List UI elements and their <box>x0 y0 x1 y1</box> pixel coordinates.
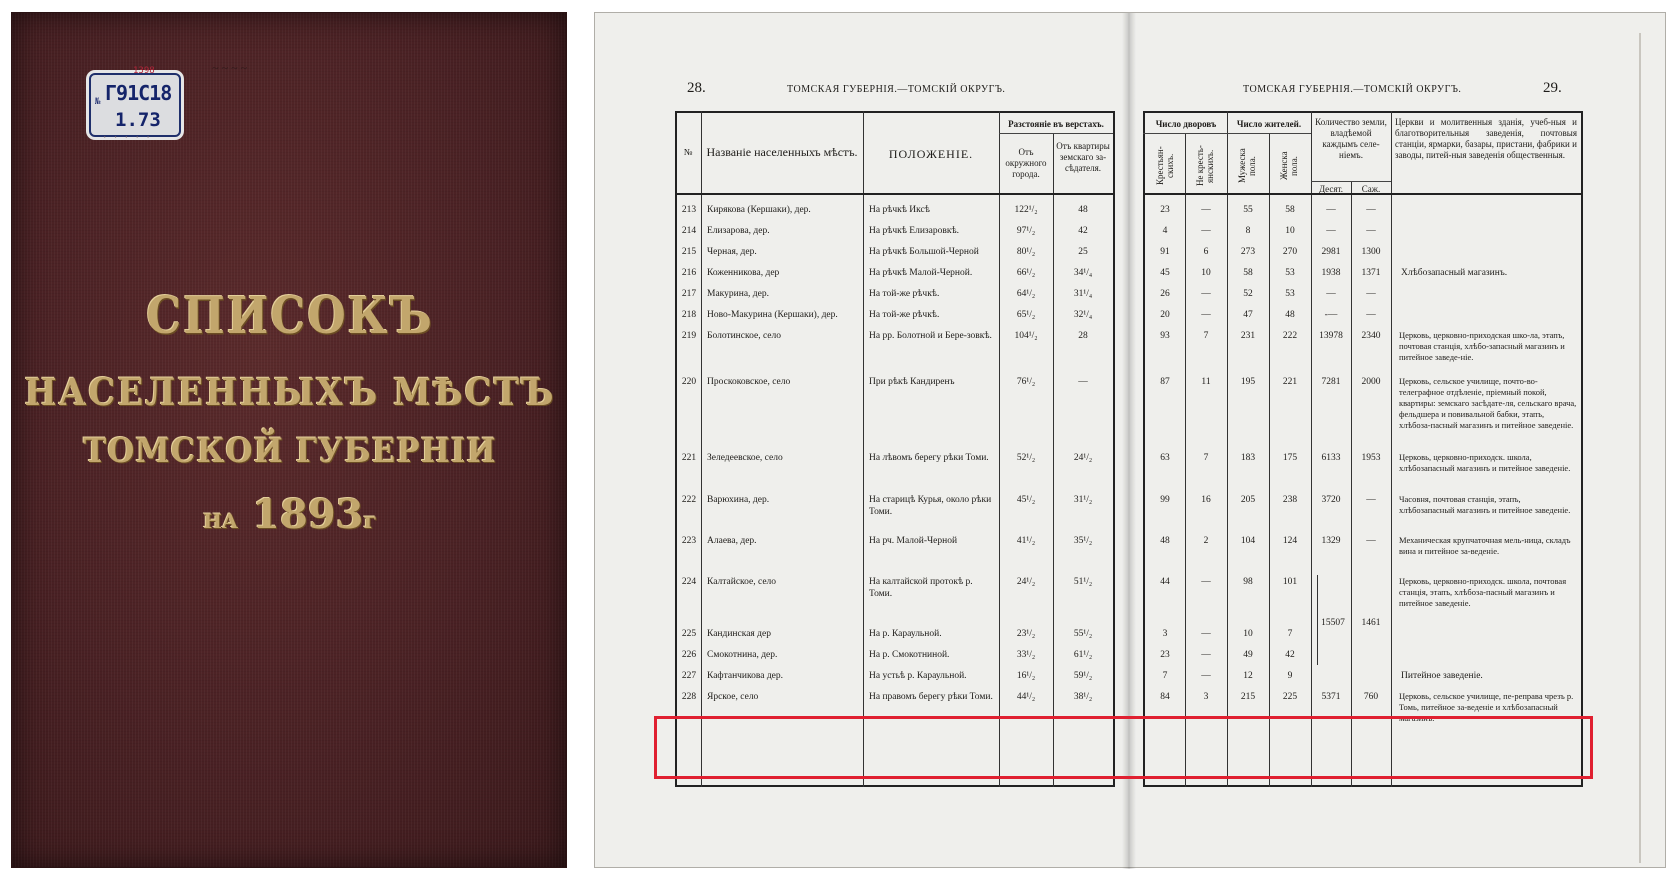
land-sazhens: — <box>1366 205 1376 215</box>
distance-city: 76¹/₂ <box>1016 377 1036 387</box>
rule <box>1311 181 1391 182</box>
inhabitants-female: 175 <box>1282 453 1298 463</box>
right-running-head: ТОМСКАЯ ГУБЕРНІЯ.—ТОМСКІЙ ОКРУГЪ. <box>1243 84 1462 95</box>
households-nonpeasant: 7 <box>1203 453 1209 463</box>
distance-zemstvo: 38¹/₂ <box>1073 692 1093 702</box>
land-sazhens: — <box>1366 226 1376 236</box>
header-land-desyatins: Десят. <box>1318 184 1344 194</box>
header-position: ПОЛОЖЕНІЕ. <box>888 147 974 161</box>
settlement-position: На правомъ берегу рѣки Томи. <box>869 692 993 702</box>
shelfmark-code: Г91С18 <box>105 81 172 105</box>
households-nonpeasant: 16 <box>1201 495 1211 505</box>
row-number: 216 <box>681 268 697 278</box>
settlement-name: Калтайское, село <box>707 577 777 587</box>
inhabitants-female: 58 <box>1285 205 1295 215</box>
header-households-peasant: Крестьян-скихъ. <box>1155 146 1175 186</box>
land-desyatins: 2981 <box>1321 247 1341 257</box>
distance-zemstvo: 28 <box>1078 331 1088 341</box>
header-inhabitants-group: Число жителей. <box>1236 119 1302 129</box>
land-desyatins: 1329 <box>1321 536 1341 546</box>
rule <box>1581 111 1583 787</box>
households-peasant: 23 <box>1160 650 1170 660</box>
distance-zemstvo: 31¹/₄ <box>1073 289 1093 299</box>
settlement-position: На устьѣ р. Караульной. <box>869 671 967 681</box>
households-peasant: 3 <box>1162 629 1168 639</box>
institutions-text: Церковь, церковно-приходск. школа, хлѣбозапасный магазинъ и питейное заведеніе. <box>1399 452 1571 473</box>
row-number: 214 <box>681 226 697 236</box>
rule <box>863 111 864 787</box>
inhabitants-male: 47 <box>1243 310 1253 320</box>
households-nonpeasant: — <box>1201 205 1211 215</box>
land-sazhens: — <box>1366 495 1376 505</box>
settlement-name: Алаева, дер. <box>707 536 757 546</box>
inhabitants-male: 8 <box>1245 226 1251 236</box>
inhabitants-female: 101 <box>1282 577 1298 587</box>
households-nonpeasant: 6 <box>1203 247 1209 257</box>
households-peasant: 45 <box>1160 268 1170 278</box>
row-number: 228 <box>681 692 697 702</box>
settlement-position: На рр. Болотной и Бере-зовкѣ. <box>869 331 992 341</box>
row-number: 223 <box>681 536 697 546</box>
land-sazhens: 760 <box>1363 692 1379 702</box>
households-peasant: 26 <box>1160 289 1170 299</box>
rule <box>1391 111 1392 787</box>
distance-zemstvo: 31¹/₂ <box>1073 495 1093 505</box>
households-nonpeasant: — <box>1201 577 1211 587</box>
header-institutions: Церкви и молитвенныя зданія, учеб-ныя и благотворительныя заведенія, почтовыя станціи, ярмарки, базары, пристани, фабрики и заводы, питей-ныя заведенія общественныя. <box>1395 117 1577 160</box>
distance-city: 104¹/₂ <box>1014 331 1038 341</box>
inhabitants-female: 221 <box>1282 377 1298 387</box>
institutions-text: Хлѣбозапасный магазинъ. <box>1401 268 1508 278</box>
distance-zemstvo: 32¹/₄ <box>1073 310 1093 320</box>
inhabitants-female: 270 <box>1282 247 1298 257</box>
right-page-number: 29. <box>1543 80 1562 96</box>
shelfmark-sub-code: 1.73 <box>115 109 161 131</box>
book-gutter <box>1122 13 1136 869</box>
land-desyatins: 13978 <box>1319 331 1343 341</box>
institutions-text: Церковь, церковно-приходск. школа, почтовая станція, этапъ, хлѣбоза-пасный магазинъ и питейное заведеніе. <box>1399 576 1567 608</box>
distance-city: 33¹/₂ <box>1016 650 1036 660</box>
households-peasant: 23 <box>1160 205 1170 215</box>
households-nonpeasant: 2 <box>1203 536 1209 546</box>
land-sazhens: 2340 <box>1361 331 1381 341</box>
distance-zemstvo: 55¹/₂ <box>1073 629 1093 639</box>
distance-city: 97¹/₂ <box>1016 226 1036 236</box>
rule <box>701 111 702 787</box>
inhabitants-female: 222 <box>1282 331 1298 341</box>
distance-zemstvo: 34¹/₄ <box>1073 268 1093 278</box>
households-nonpeasant: — <box>1201 310 1211 320</box>
inhabitants-male: 55 <box>1243 205 1253 215</box>
settlement-position: На той-же рѣчкѣ. <box>869 289 940 299</box>
header-land-group: Количество земли, владѣемой каждымъ селе-ніемъ. <box>1315 117 1387 160</box>
inhabitants-male: 104 <box>1240 536 1256 546</box>
households-nonpeasant: 11 <box>1201 377 1211 387</box>
settlement-position: На р. Смокотниной. <box>869 650 950 660</box>
settlement-name: Кафтанчикова дер. <box>707 671 784 681</box>
distance-zemstvo: 42 <box>1078 226 1088 236</box>
header-distance-city: Отъ окружного города. <box>1005 147 1047 179</box>
settlement-position: На рѣчкѣ Малой-Черной. <box>869 268 973 278</box>
households-nonpeasant: — <box>1201 629 1211 639</box>
settlement-name: Макурина, дер. <box>707 289 769 299</box>
land-desyatins: 3720 <box>1321 495 1341 505</box>
distance-zemstvo: — <box>1078 377 1088 387</box>
distance-city: 44¹/₂ <box>1016 692 1036 702</box>
institutions-text: Церковь, сельское училище, почто-во-телеграфное отдѣленіе, пріемный покой, квартиры: земскаго засѣдате-ля, сельскаго врача, фельдшера и повивальной бабки, этапъ, хлѣбоза-пасный магазинъ и питейное заведеніе. <box>1399 376 1577 430</box>
land-sazhens: — <box>1366 536 1376 546</box>
settlement-name: Болотинское, село <box>707 331 781 341</box>
book-cover <box>11 12 567 868</box>
inhabitants-male: 205 <box>1240 495 1256 505</box>
land-desyatins: — <box>1326 226 1336 236</box>
households-peasant: 99 <box>1160 495 1170 505</box>
inhabitants-female: 124 <box>1282 536 1298 546</box>
inhabitants-female: 238 <box>1282 495 1298 505</box>
settlement-name: Зеледеевское, село <box>707 453 783 463</box>
left-page-number: 28. <box>687 80 706 96</box>
land-sazhens: — <box>1366 310 1376 320</box>
land-desyatins: 15507 <box>1321 618 1345 628</box>
distance-city: 16¹/₂ <box>1016 671 1036 681</box>
settlement-name: Варюхина, дер. <box>707 495 770 505</box>
settlement-name: Черная, дер. <box>707 247 757 257</box>
settlement-position: На р. Караульной. <box>869 629 942 639</box>
rule <box>675 193 1115 195</box>
land-sazhens: 2000 <box>1361 377 1381 387</box>
shelfmark-red-number: 1398 <box>133 66 155 76</box>
header-inhabitants-male: Мужеска пола. <box>1237 148 1257 184</box>
institutions-text: Церковь, церковно-приходская шко-ла, этапъ, почтовая станція, хлѣбо-запасный магазинъ и питейное заведе-ніе. <box>1399 330 1565 362</box>
faded-stamp: · · · · · <box>102 133 151 143</box>
households-peasant: 20 <box>1160 310 1170 320</box>
header-households-nonpeasant: Не кресть-янскихъ. <box>1195 145 1215 187</box>
inhabitants-male: 195 <box>1240 377 1256 387</box>
header-distance-group: Разстояніе въ верстахъ. <box>1008 119 1104 129</box>
land-desyatins: -— <box>1324 310 1338 320</box>
header-number: № <box>683 147 693 157</box>
inhabitants-female: 48 <box>1285 310 1295 320</box>
settlement-name: Елизарова, дер. <box>707 226 770 236</box>
inhabitants-female: 53 <box>1285 289 1295 299</box>
households-nonpeasant: — <box>1201 671 1211 681</box>
settlement-position: При рѣкѣ Кандиренъ <box>869 377 955 387</box>
institutions-text: Питейное заведеніе. <box>1401 671 1483 681</box>
institutions-text: Церковь, сельское училище, пе-реправа чрезъ р. Томь, питейное за-веденіе и хлѣбозапасный магазинъ. <box>1399 691 1574 723</box>
row-number: 218 <box>681 310 697 320</box>
land-desyatins: — <box>1326 289 1336 299</box>
households-peasant: 48 <box>1160 536 1170 546</box>
land-sazhens: 1371 <box>1361 268 1381 278</box>
land-sazhens: 1461 <box>1361 618 1381 628</box>
households-peasant: 87 <box>1160 377 1170 387</box>
land-sazhens: 1953 <box>1361 453 1381 463</box>
settlement-position: На той-же рѣчкѣ. <box>869 310 940 320</box>
inhabitants-male: 58 <box>1243 268 1253 278</box>
distance-city: 45¹/₂ <box>1016 495 1036 505</box>
cover-title-line-2: НАСЕЛЕННЫХЪ МѢСТЪ <box>24 371 556 415</box>
settlement-position: На рѣчкѣ Большой-Черной <box>869 247 979 257</box>
settlement-name: Кирякова (Кершаки), дер. <box>707 205 811 215</box>
land-desyatins: 1938 <box>1321 268 1341 278</box>
header-households-group: Число дворовъ <box>1155 119 1217 129</box>
distance-city: 52¹/₂ <box>1016 453 1036 463</box>
distance-zemstvo: 24¹/₂ <box>1073 453 1093 463</box>
row-number: 226 <box>681 650 697 660</box>
settlement-position: На рч. Малой-Черной <box>869 536 958 546</box>
distance-city: 24¹/₂ <box>1016 577 1036 587</box>
settlement-name: Проскоковское, село <box>707 377 791 387</box>
land-desyatins: — <box>1326 205 1336 215</box>
distance-zemstvo: 25 <box>1078 247 1088 257</box>
open-book-spread <box>594 12 1666 868</box>
row-number: 215 <box>681 247 697 257</box>
settlement-position: На лѣвомъ берегу рѣки Томи. <box>869 453 989 463</box>
households-nonpeasant: — <box>1201 289 1211 299</box>
row-number: 219 <box>681 331 697 341</box>
library-shelfmark-label <box>89 66 181 137</box>
row-number: 220 <box>681 377 697 387</box>
households-nonpeasant: 10 <box>1201 268 1211 278</box>
settlement-name: Ново-Макурина (Кершаки), дер. <box>707 310 838 320</box>
land-sazhens: 1300 <box>1361 247 1381 257</box>
cover-title-na: НА <box>203 509 239 533</box>
inhabitants-male: 12 <box>1243 671 1253 681</box>
distance-city: 65¹/₂ <box>1016 310 1036 320</box>
distance-city: 80¹/₂ <box>1016 247 1036 257</box>
inhabitants-female: 42 <box>1285 650 1295 660</box>
distance-zemstvo: 35¹/₂ <box>1073 536 1093 546</box>
settlement-position: На рѣчкѣ Елизаровкѣ. <box>869 226 960 236</box>
households-peasant: 91 <box>1160 247 1170 257</box>
cover-title-line-1: СПИСОКЪ <box>146 287 434 346</box>
settlement-name: Коженникова, дер <box>707 268 780 278</box>
inhabitants-male: 52 <box>1243 289 1253 299</box>
page-edge <box>1639 33 1641 863</box>
households-peasant: 4 <box>1162 226 1168 236</box>
row-number: 217 <box>681 289 697 299</box>
households-peasant: 7 <box>1162 671 1168 681</box>
distance-zemstvo: 51¹/₂ <box>1073 577 1093 587</box>
distance-city: 23¹/₂ <box>1016 629 1036 639</box>
header-settlement-name: Названіе населенныхъ мѣстъ. <box>706 145 858 159</box>
header-distance-zemstvo: Отъ квартиры земскаго за-сѣдателя. <box>1056 141 1110 173</box>
distance-city: 41¹/₂ <box>1016 536 1036 546</box>
distance-city: 66¹/₂ <box>1016 268 1036 278</box>
header-land-sazhens: Саж. <box>1361 184 1381 194</box>
households-nonpeasant: 3 <box>1203 692 1209 702</box>
inhabitants-female: 10 <box>1285 226 1295 236</box>
settlement-name: Ярское, село <box>707 692 759 702</box>
cover-year-suffix: г <box>363 508 377 534</box>
households-nonpeasant: — <box>1201 650 1211 660</box>
settlement-position: На калтайской протокѣ р. Томи. <box>869 577 973 599</box>
distance-zemstvo: 48 <box>1078 205 1088 215</box>
pencil-marks: ~ ~ ~ ~ <box>212 61 247 75</box>
shelfmark-no-sign: № <box>95 97 101 107</box>
row-number: 222 <box>681 495 697 505</box>
row-number: 227 <box>681 671 697 681</box>
institutions-text: Часовня, почтовая станція, этапъ, хлѣбозапасный магазинъ и питейное заведеніе. <box>1399 494 1571 515</box>
distance-zemstvo: 61¹/₂ <box>1073 650 1093 660</box>
households-peasant: 44 <box>1160 577 1170 587</box>
inhabitants-female: 53 <box>1285 268 1295 278</box>
land-sazhens: — <box>1366 289 1376 299</box>
land-desyatins: 5371 <box>1321 692 1341 702</box>
settlement-name: Смокотнина, дер. <box>707 650 778 660</box>
inhabitants-male: 273 <box>1240 247 1256 257</box>
cover-year: 1893 <box>252 491 364 538</box>
left-running-head: ТОМСКАЯ ГУБЕРНІЯ.—ТОМСКІЙ ОКРУГЪ. <box>787 84 1006 95</box>
inhabitants-female: 225 <box>1282 692 1298 702</box>
row-number: 213 <box>681 205 697 215</box>
row-number: 225 <box>681 629 697 639</box>
distance-city: 122¹/₂ <box>1014 205 1038 215</box>
households-nonpeasant: 7 <box>1203 331 1209 341</box>
row-number: 224 <box>681 577 697 587</box>
cover-title-year <box>12 491 568 538</box>
rule <box>1113 111 1115 787</box>
inhabitants-male: 98 <box>1243 577 1253 587</box>
settlement-name: Кандинская дер <box>707 629 771 639</box>
households-peasant: 84 <box>1160 692 1170 702</box>
row-number: 221 <box>681 453 697 463</box>
institutions-text: Механическая крупчаточная мель-ница, складъ вина и питейное за-веденіе. <box>1399 535 1571 556</box>
settlement-position: На рѣчкѣ Иксѣ <box>869 205 930 215</box>
inhabitants-male: 49 <box>1243 650 1253 660</box>
inhabitants-female: 9 <box>1287 671 1293 681</box>
cover-title-line-3: ТОМСКОЙ ГУБЕРНІИ <box>83 431 497 471</box>
land-desyatins: 7281 <box>1321 377 1341 387</box>
header-inhabitants-female: Женска пола. <box>1279 151 1299 181</box>
land-desyatins: 6133 <box>1321 453 1341 463</box>
rule <box>999 133 1113 134</box>
rule <box>1143 133 1311 134</box>
inhabitants-female: 7 <box>1287 629 1293 639</box>
inhabitants-male: 215 <box>1240 692 1256 702</box>
settlement-position: На старицѣ Курья, около рѣки Томи. <box>869 495 992 517</box>
households-peasant: 93 <box>1160 331 1170 341</box>
households-nonpeasant: — <box>1201 226 1211 236</box>
distance-zemstvo: 59¹/₂ <box>1073 671 1093 681</box>
inhabitants-male: 10 <box>1243 629 1253 639</box>
inhabitants-male: 183 <box>1240 453 1256 463</box>
inhabitants-male: 231 <box>1240 331 1256 341</box>
households-peasant: 63 <box>1160 453 1170 463</box>
distance-city: 64¹/₂ <box>1016 289 1036 299</box>
